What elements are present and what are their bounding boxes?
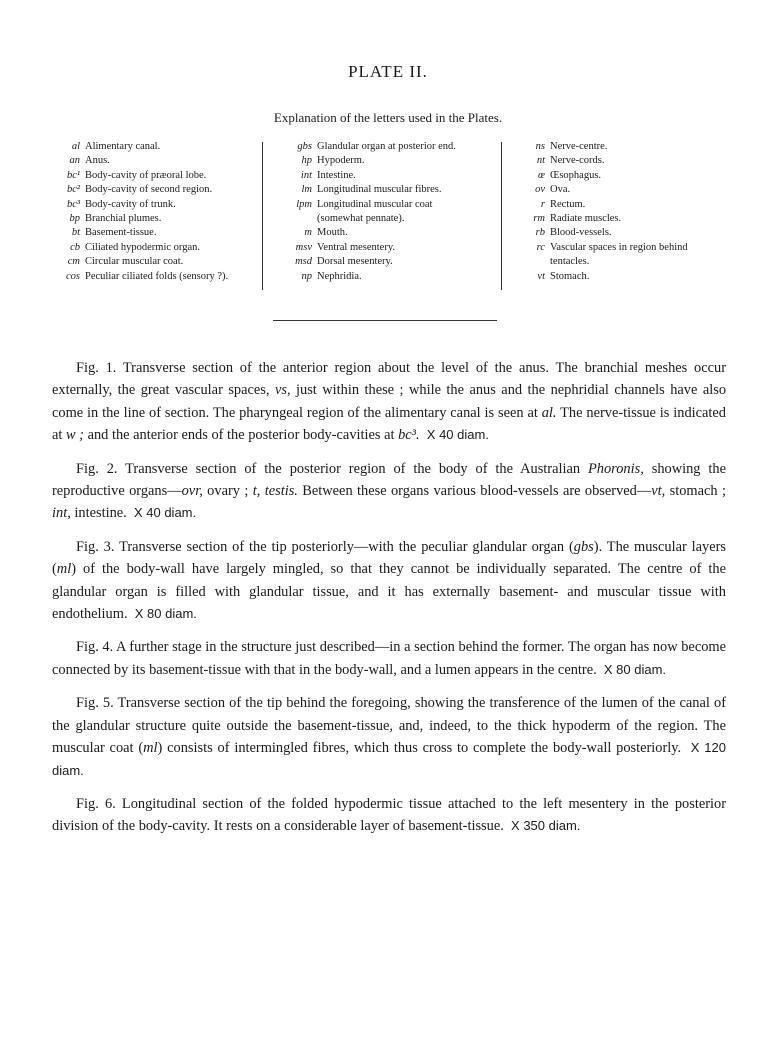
legend-abbreviation: bt (71, 227, 80, 239)
legend-entry (270, 241, 456, 255)
legend-entry (515, 226, 688, 240)
legend-description: Basement-tissue. (85, 227, 157, 239)
legend-entry (270, 270, 456, 284)
legend-description: Œsophagus. (550, 169, 602, 181)
plate-title: PLATE II. (348, 62, 428, 81)
legend-abbreviation: cm (67, 256, 80, 268)
legend-entry (515, 255, 688, 269)
magnification: X 120 diam. (52, 740, 726, 778)
fig-2-caption: Fig. 2. Transverse section of the posterior region of the body of the Australian Phoronis, showing the reproductive organs—ovr, ovary ; t, testis. Between these organs various blood-vessels are observed—vt, stomach ; int, intestine. X 40 diam. (52, 460, 726, 522)
legend-entry (50, 226, 228, 240)
legend-abbreviation: an (69, 155, 80, 167)
magnification: X 40 diam. (426, 427, 489, 443)
legend-description: Ova. (550, 184, 571, 196)
fig-1-caption: Fig. 1. Transverse section of the anterior region about the level of the anus. The branchial meshes occur externally, the great vascular spaces, vs, just within these ; while the anus and the nephridial channels have also come in the line of section. The pharyngeal region of the alimentary canal is seen at al. The nerve-tissue is indicated at w ; and the anterior ends of the posterior body-cavities at bc³. X 40 diam. (52, 360, 727, 444)
legend-description: Rectum. (550, 198, 586, 210)
legend-entry (50, 140, 228, 154)
legend-description: tentacles. (550, 256, 590, 268)
legend-description: Stomach. (550, 270, 590, 282)
legend-abbreviation: al (71, 141, 80, 152)
legend-description: Circular muscular coat. (85, 256, 184, 268)
legend-abbreviation (270, 212, 317, 226)
legend-description: Alimentary canal. (85, 141, 161, 152)
legend-entry (270, 198, 456, 212)
legend-description: Vascular spaces in region behind (550, 241, 688, 253)
legend-description: Mouth. (317, 227, 348, 239)
section-rule (273, 320, 497, 321)
legend-description: Nephridia. (317, 270, 362, 282)
legend-abbreviation: bc³ (66, 198, 80, 210)
legend-abbreviation: rm (533, 213, 545, 225)
legend-entry (515, 154, 688, 168)
magnification: X 80 diam. (134, 606, 197, 622)
legend-entry (50, 154, 228, 168)
column-divider (501, 142, 502, 290)
legend-abbreviation: nt (536, 155, 545, 167)
legend-abbreviation: œ (537, 169, 545, 181)
legend-description: Nerve-cords. (550, 155, 605, 167)
legend-column-2 (270, 140, 456, 284)
legend-description: Ciliated hypodermic organ. (85, 241, 200, 253)
legend-description: Body-cavity of præoral lobe. (85, 169, 207, 181)
legend-abbreviation: bp (69, 213, 80, 225)
legend-column-1 (50, 140, 228, 284)
legend-entry (515, 183, 688, 197)
column-divider (262, 142, 263, 290)
legend-abbreviation: cos (66, 270, 80, 282)
legend-entry (270, 140, 456, 154)
legend-description: Dorsal mesentery. (317, 256, 393, 268)
legend-entry (515, 270, 688, 284)
legend-description: Ventral mesentery. (317, 241, 396, 253)
legend-entry (270, 169, 456, 183)
fig-4-caption: Fig. 4. A further stage in the structure just described—in a section behind the former. The organ has now become connected by its basement-tissue with that in the body-wall, and a lumen appears in the centre. X 80 diam. (52, 639, 726, 678)
legend-entry (515, 140, 688, 154)
figure-explanations (52, 357, 726, 849)
fig-6-caption: Fig. 6. Longitudinal section of the folded hypodermic tissue attached to the left mesentery in the posterior division of the body-cavity. It rests on a considerable layer of basement-tissue. X 350 diam. (52, 795, 726, 835)
legend-entry (515, 212, 688, 226)
legend-abbreviation: ov (535, 184, 545, 196)
legend-entry (270, 226, 456, 240)
fig-3-caption: Fig. 3. Transverse section of the tip posteriorly—with the peculiar glandular organ (gbs). The muscular layers (ml) of the body-wall have largely mingled, so that they cannot be individually separated. The centre of the glandular organ is filled with glandular tissue, and it has externally basement- and muscular tissue with endothelium. X 80 diam. (52, 538, 726, 623)
legend-abbreviation: lm (301, 184, 312, 196)
legend-abbreviation: np (301, 270, 312, 282)
fig-5-caption: Fig. 5. Transverse section of the tip behind the foregoing, showing the transference of the lumen of the canal of the glandular structure quite outside the basement-tissue, and, indeed, to the thick hypoderm of the region. The muscular coat (ml) consists of intermingled fibres, which thus cross to complete the body-wall posteriorly. X 120 diam. (52, 695, 726, 778)
legend-entry (515, 198, 688, 212)
legend-entry (515, 241, 688, 255)
legend-abbreviation: rb (535, 227, 545, 239)
legend-description: Peculiar ciliated folds (sensory ?). (85, 270, 229, 282)
magnification: X 350 diam. (511, 818, 581, 834)
legend-description: Hypoderm. (317, 155, 365, 167)
legend-abbreviation: int (300, 169, 312, 181)
legend-abbreviation: ns (535, 141, 545, 152)
legend-entry (270, 183, 456, 197)
legend-description: Body-cavity of trunk. (85, 198, 176, 210)
legend-abbreviation: gbs (297, 141, 312, 152)
legend-entry (50, 241, 228, 255)
legend-entry (270, 255, 456, 269)
legend-description: Body-cavity of second region. (85, 184, 213, 196)
legend-abbreviation: m (304, 227, 312, 239)
legend-abbreviation: bc¹ (66, 169, 80, 181)
legend-entry (270, 154, 456, 168)
magnification: X 80 diam. (603, 661, 667, 677)
legend-description: Radiate muscles. (550, 213, 622, 225)
legend-abbreviation: vt (537, 270, 545, 282)
legend-abbreviation: lpm (296, 198, 312, 210)
legend-description: Longitudinal muscular coat (317, 198, 433, 210)
legend-description: Intestine. (317, 169, 356, 181)
legend-abbreviation: hp (301, 155, 312, 167)
legend-heading: Explanation of the letters used in the Plates. (273, 110, 503, 125)
legend-entry (50, 198, 228, 212)
legend-entry (50, 183, 228, 197)
legend-entry (50, 169, 228, 183)
legend-column-3 (515, 140, 688, 284)
legend-abbreviation (515, 255, 550, 269)
magnification: X 40 diam. (133, 505, 197, 521)
legend-description: Anus. (85, 155, 110, 167)
legend-description: Branchial plumes. (85, 213, 162, 225)
legend-entry (50, 270, 228, 284)
legend-entry (50, 255, 228, 269)
legend-entry (50, 212, 228, 226)
legend-entry (515, 169, 688, 183)
legend-description: Longitudinal muscular fibres. (317, 184, 442, 196)
legend-description: Blood-vessels. (550, 227, 612, 239)
legend-abbreviation: r (540, 198, 545, 210)
legend-description: Glandular organ at posterior end. (317, 141, 456, 152)
legend-description: (somewhat pennate). (317, 213, 405, 225)
legend-abbreviation: cb (70, 241, 80, 253)
legend-abbreviation: bc² (66, 184, 80, 196)
legend-description: Nerve-centre. (550, 141, 608, 152)
legend-abbreviation: msv (295, 241, 312, 253)
legend-abbreviation: msd (295, 256, 312, 268)
legend-abbreviation: rc (536, 241, 545, 253)
legend-entry (270, 212, 456, 226)
